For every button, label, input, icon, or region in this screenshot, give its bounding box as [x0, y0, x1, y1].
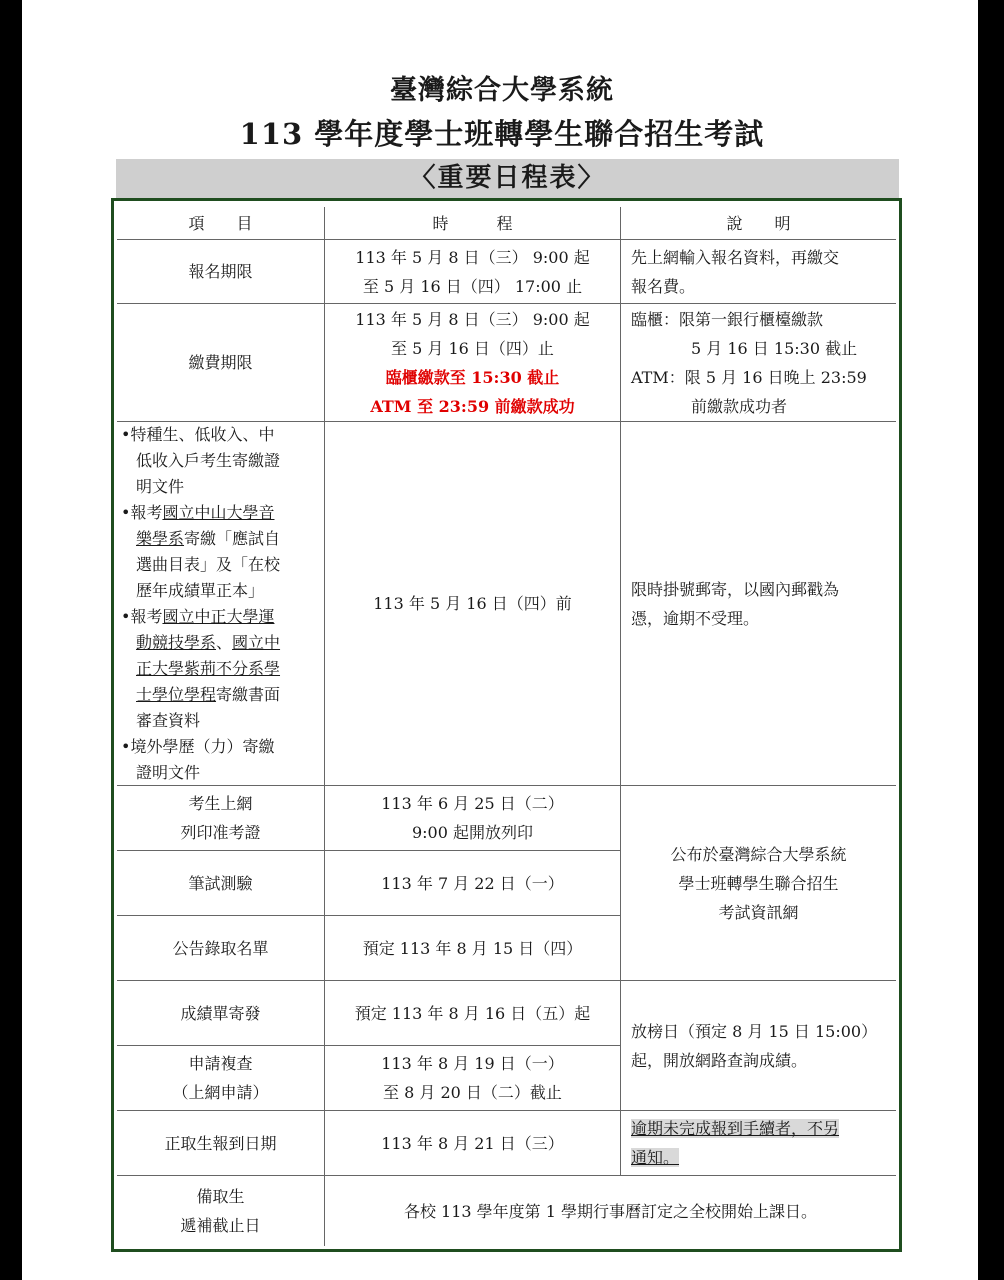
row-documents-note: [621, 422, 896, 786]
documents-bullet-line: [121, 682, 280, 708]
registration-schedule-end: 至 5 月 16 日（四） 17:00 止: [362, 276, 583, 296]
payment-note-line: 臨櫃：限第一銀行櫃檯繳款: [631, 309, 824, 329]
documents-bullet-line: [121, 630, 280, 656]
documents-underlined-text: 正大學紫荊不分系學: [136, 658, 281, 678]
payment-note-line: 前繳款成功者: [691, 396, 788, 416]
documents-bullet-line: 審查資料: [136, 710, 201, 730]
registration-note-line: 報名費。: [631, 276, 696, 296]
documents-text: 、: [216, 632, 233, 652]
documents-deadline: 113 年 5 月 16 日（四）前: [373, 594, 572, 613]
enrollment-note-line: [631, 1114, 839, 1143]
row-admission-card-schedule: [325, 786, 621, 851]
waitlist-deadline: 各校 113 學年度第 1 學期行事曆訂定之全校開始上課日。: [403, 1201, 818, 1221]
documents-underlined-text: 動競技學系: [136, 632, 217, 652]
documents-underlined-text: 國立中正大學運: [162, 606, 275, 626]
row-transcript-schedule: [325, 981, 621, 1046]
documents-text: 寄繳「應試自: [184, 528, 281, 548]
announcement-date: 預定 113 年 8 月 15 日（四）: [362, 938, 583, 958]
documents-bullet-line: 證明文件: [136, 762, 201, 782]
written-exam-label: 筆試測驗: [188, 873, 253, 893]
row-documents-schedule: [325, 422, 621, 786]
header-schedule-label: 時 程: [432, 213, 513, 233]
documents-bullet-line: [121, 604, 274, 630]
row-registration-item: [117, 240, 325, 304]
documents-text: •報考: [121, 502, 163, 522]
info-note-line: 考試資訊網: [718, 902, 799, 922]
documents-bullet-line: 選曲目表」及「在校: [136, 554, 281, 574]
row-payment-note: [621, 304, 896, 422]
documents-note-line: 限時掛號郵寄，以國內郵戳為: [631, 579, 840, 599]
transcript-date: 預定 113 年 8 月 16 日（五）起: [354, 1003, 591, 1023]
enrollment-label: 正取生報到日期: [164, 1133, 277, 1153]
registration-note-line: 先上網輸入報名資料，再繳交: [631, 247, 840, 267]
enrollment-date: 113 年 8 月 21 日（三）: [381, 1133, 564, 1153]
header-item-label: 項 目: [188, 213, 253, 233]
written-exam-date: 113 年 7 月 22 日（一）: [381, 873, 564, 893]
header-schedule: [325, 207, 621, 240]
row-transcript-item: [117, 981, 325, 1046]
documents-text: 寄繳書面: [216, 684, 281, 704]
review-label: 申請複查: [188, 1054, 253, 1073]
row-enrollment-schedule: [325, 1111, 621, 1176]
title-exam-name: 113 學年度學士班轉學生聯合招生考試: [239, 117, 765, 151]
admission-card-label: 列印准考證: [180, 823, 261, 842]
documents-bullet-line: •境外學歷（力）寄繳: [121, 736, 275, 756]
payment-label: 繳費期限: [188, 353, 253, 372]
row-admission-card-item: [117, 786, 325, 851]
payment-schedule-start: 113 年 5 月 8 日（三） 9:00 起: [355, 309, 590, 329]
payment-counter-deadline: 臨櫃繳款至 15:30 截止: [385, 367, 560, 387]
row-info-website-note: [621, 786, 896, 981]
documents-text: •報考: [121, 606, 163, 626]
registration-label: 報名期限: [188, 262, 253, 281]
waitlist-label: 備取生: [196, 1187, 245, 1206]
title-university-system: 臺灣綜合大學系統: [390, 75, 614, 106]
payment-atm-deadline: ATM 至 23:59 前繳款成功: [370, 396, 575, 416]
admission-card-time: 9:00 起開放列印: [411, 823, 534, 842]
documents-bullet-line: 明文件: [136, 476, 185, 496]
row-enrollment-item: [117, 1111, 325, 1176]
admission-card-label: 考生上網: [188, 794, 253, 813]
left-edge: [0, 0, 22, 1280]
score-note-line: 起，開放網路查詢成績。: [631, 1050, 808, 1070]
enrollment-highlighted-text: 逾期未完成報到手續者，不另: [631, 1119, 840, 1138]
schedule-banner: 〈重要日程表〉: [116, 159, 899, 198]
row-review-schedule: [325, 1046, 621, 1111]
admission-card-date: 113 年 6 月 25 日（二）: [381, 794, 564, 813]
row-enrollment-note: [621, 1111, 896, 1176]
documents-underlined-text: 國立中山大學音: [162, 502, 275, 522]
row-documents-item: [117, 422, 325, 786]
header-item: [117, 207, 325, 240]
header-note: [621, 207, 896, 240]
row-waitlist-schedule: [325, 1176, 896, 1246]
info-note-line: 學士班轉學生聯合招生: [678, 873, 839, 893]
header-note-label: 說 明: [726, 213, 791, 233]
documents-bullet-line: [121, 656, 280, 682]
review-date-end: 至 8 月 20 日（二）截止: [383, 1083, 562, 1102]
waitlist-label: 遞補截止日: [180, 1216, 261, 1235]
row-review-item: [117, 1046, 325, 1111]
row-announcement-schedule: [325, 916, 621, 981]
documents-underlined-text: 國立中: [232, 632, 281, 652]
documents-note-line: 憑，逾期不受理。: [631, 608, 760, 628]
enrollment-highlighted-text: 通知。: [631, 1148, 680, 1167]
documents-bullet-line: [121, 526, 280, 552]
documents-bullet-line: 低收入戶考生寄繳證: [136, 450, 281, 470]
payment-note-line: 5 月 16 日 15:30 截止: [691, 338, 858, 358]
row-score-note: [621, 981, 896, 1111]
row-announcement-item: [117, 916, 325, 981]
documents-bullet-line: 歷年成績單正本」: [136, 580, 265, 600]
info-note-line: 公布於臺灣綜合大學系統: [670, 844, 847, 864]
row-registration-note: [621, 240, 896, 304]
row-payment-schedule: [325, 304, 621, 422]
transcript-label: 成績單寄發: [180, 1003, 261, 1023]
row-waitlist-item: [117, 1176, 325, 1246]
review-date-start: 113 年 8 月 19 日（一）: [381, 1054, 564, 1073]
row-payment-item: [117, 304, 325, 422]
registration-schedule-start: 113 年 5 月 8 日（三） 9:00 起: [355, 247, 590, 267]
documents-underlined-text: 士學位學程: [136, 684, 217, 704]
payment-schedule-end: 至 5 月 16 日（四）止: [391, 338, 554, 358]
review-label: （上網申請）: [172, 1083, 269, 1102]
documents-bullet-line: [121, 500, 274, 526]
row-written-exam-schedule: [325, 851, 621, 916]
row-written-exam-item: [117, 851, 325, 916]
documents-underlined-text: 樂學系: [136, 528, 185, 548]
documents-bullet-line: •特種生、低收入、中: [121, 424, 275, 444]
score-note-line: 放榜日（預定 8 月 15 日 15:00）: [631, 1021, 878, 1041]
row-registration-schedule: [325, 240, 621, 304]
announcement-label: 公告錄取名單: [172, 938, 269, 958]
payment-note-line: ATM：限 5 月 16 日晚上 23:59: [631, 367, 867, 387]
enrollment-note-line: [631, 1143, 679, 1172]
right-edge: [978, 0, 1004, 1280]
